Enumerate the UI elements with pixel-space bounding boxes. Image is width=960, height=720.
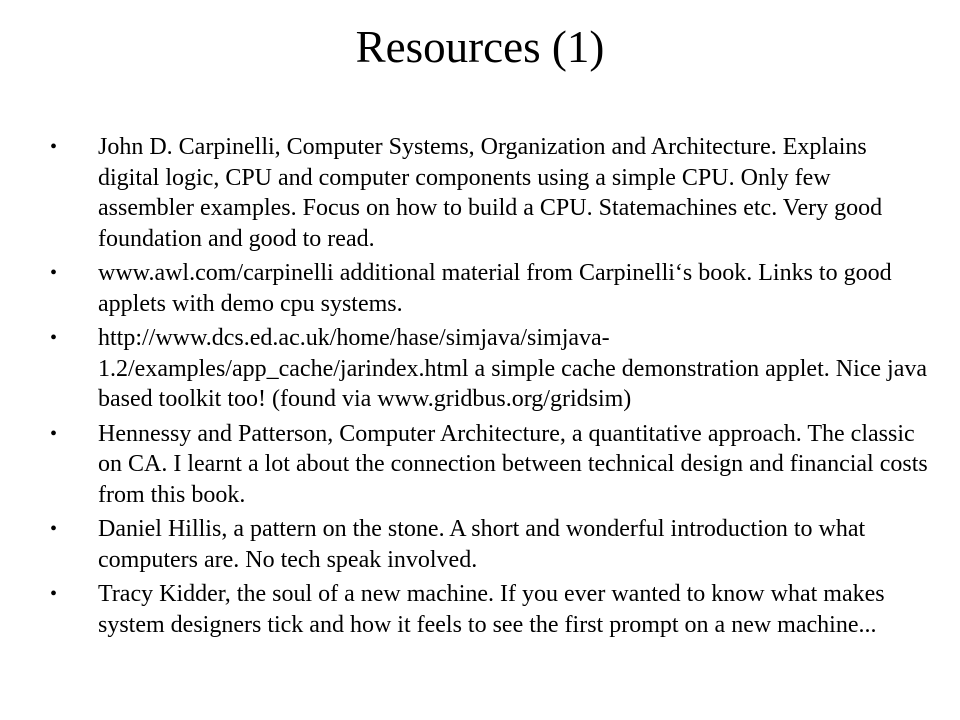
bullet-icon: • <box>50 262 58 284</box>
list-item <box>0 258 928 323</box>
list-item <box>0 132 928 258</box>
bullet-icon: • <box>50 136 58 158</box>
slide-title: Resources (1) <box>355 22 605 72</box>
list-item-text: Daniel Hillis, a pattern on the stone. A short and wonderful introduction to what computers are. No tech speak involved. <box>98 516 866 573</box>
bullet-icon: • <box>50 422 58 445</box>
bullet-icon: • <box>50 583 58 605</box>
list-item-text: John D. Carpinelli, Computer Systems, Organization and Architecture. Explains digital logic, CPU and computer components using a simple CPU. Only few assembler examples. Focus on how to build a CPU. Statemachines etc. Very good foundation and good to read. <box>98 134 883 252</box>
list-item <box>0 323 928 419</box>
list-item-text: http://www.dcs.ed.ac.uk/home/hase/simjava/simjava-1.2/examples/app_cache/jarindex.html a simple cache demonstration applet. Nice java based toolkit too! (found via www.gridbus.org/gridsim) <box>98 325 928 412</box>
bullet-icon: • <box>50 327 58 349</box>
list-item <box>0 514 928 579</box>
list-item-text: www.awl.com/carpinelli additional material from Carpinelli‘s book. Links to good applets with demo cpu systems. <box>98 260 892 317</box>
list-item-text: Hennessy and Patterson, Computer Architecture, a quantitative approach. The classic on CA. I learnt a lot about the connection between technical design and financial costs from this book. <box>98 420 928 508</box>
list-item-text: Tracy Kidder, the soul of a new machine. If you ever wanted to know what makes system designers tick and how it feels to see the first prompt on a new machine... <box>98 581 885 638</box>
list-item <box>0 419 928 515</box>
list-item <box>0 579 928 644</box>
bullet-icon: • <box>50 518 58 540</box>
bullet-list <box>0 132 960 644</box>
